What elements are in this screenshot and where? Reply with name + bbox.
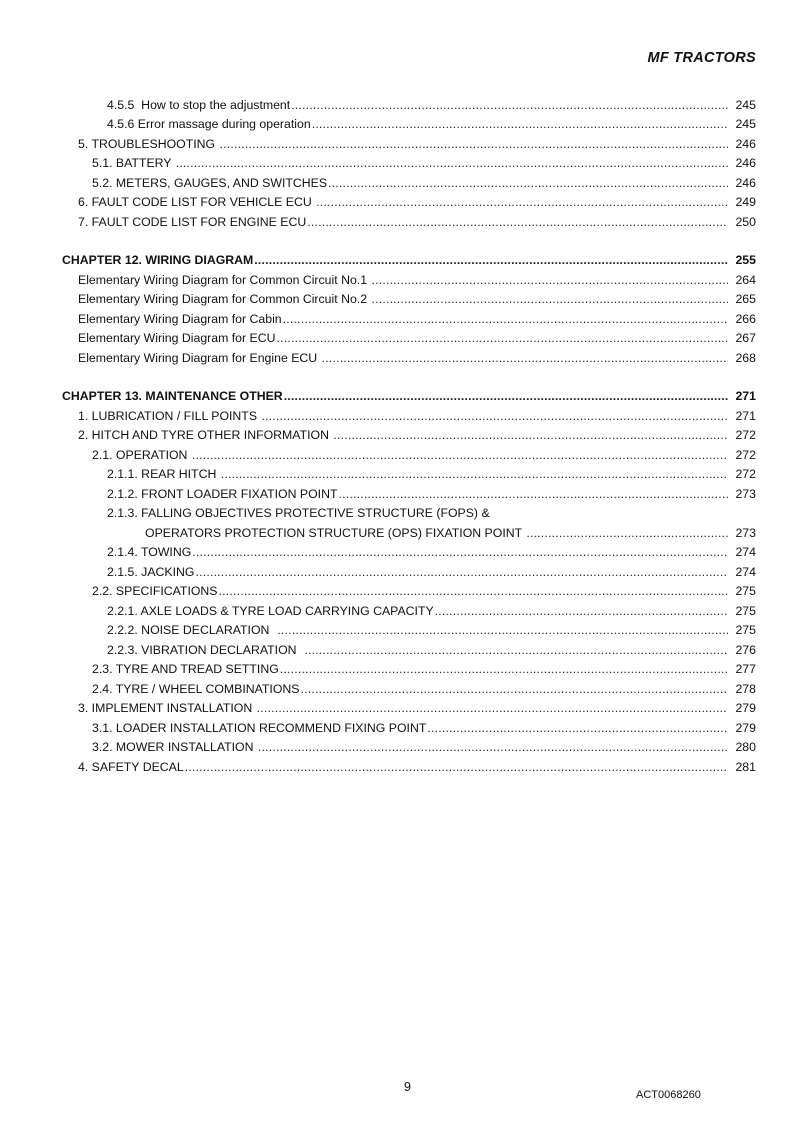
dot-leader <box>176 156 728 170</box>
toc-entry-title: 5.1. BATTERY <box>92 156 175 170</box>
page-number: 9 <box>404 1080 411 1094</box>
toc-entry-page: 264 <box>735 272 756 287</box>
toc-entry-page: 272 <box>735 447 756 462</box>
toc-entry[interactable] <box>0 326 756 346</box>
toc-entry-page: 276 <box>735 642 756 657</box>
dot-leader <box>283 312 728 326</box>
brand-header: MF TRACTORS <box>647 50 756 66</box>
toc-entry-title: Elementary Wiring Diagram for Engine ECU <box>78 350 321 365</box>
toc-entry-title: 2.2.2. NOISE DECLARATION <box>107 623 277 637</box>
toc-entry-title: 2.1.4. TOWING <box>107 545 192 559</box>
toc-entry-title: 2.2.3. VIBRATION DECLARATION <box>107 642 304 657</box>
toc-entry-page: 273 <box>735 525 756 540</box>
toc-entry-title: 2.2. SPECIFICATIONS <box>92 584 218 598</box>
dot-leader <box>301 682 729 696</box>
toc-entry[interactable] <box>0 598 756 618</box>
dot-leader <box>291 98 728 112</box>
dot-leader <box>333 428 728 442</box>
toc-entry[interactable] <box>0 170 756 190</box>
dot-leader <box>284 389 728 403</box>
toc-chapter-entry[interactable] <box>0 248 756 268</box>
toc-entry[interactable] <box>0 131 756 151</box>
toc-entry-title: 2. HITCH AND TYRE OTHER INFORMATION <box>78 428 333 442</box>
dot-leader <box>254 253 728 267</box>
toc-entry[interactable] <box>0 442 756 462</box>
dot-leader <box>277 623 728 637</box>
toc-entry-title: 2.4. TYRE / WHEEL COMBINATIONS <box>92 681 300 696</box>
toc-entry-page: 271 <box>735 389 756 403</box>
toc-entry-page: 275 <box>735 584 756 598</box>
toc-entry-page: 271 <box>735 408 756 423</box>
toc-entry-title: 2.3. TYRE AND TREAD SETTING <box>92 662 279 676</box>
toc-entry-page: 246 <box>735 156 756 170</box>
toc-entry-page: 278 <box>735 681 756 696</box>
dot-leader <box>304 643 728 657</box>
toc-entry-title: Elementary Wiring Diagram for Common Circuit No.1 <box>78 272 371 287</box>
toc-entry-title: 4. SAFETY DECAL <box>78 759 184 774</box>
toc-entry-page: 255 <box>735 253 756 267</box>
toc-entry-title: 3. IMPLEMENT INSTALLATION <box>78 701 256 715</box>
toc-entry[interactable] <box>0 423 756 443</box>
dot-leader <box>316 195 728 209</box>
toc-entry-page: 267 <box>735 331 756 345</box>
toc-chapter-entry[interactable] <box>0 384 756 404</box>
toc-entry-page: 245 <box>735 97 756 112</box>
dot-leader <box>312 117 728 131</box>
toc-entry-page: 266 <box>735 311 756 326</box>
toc-entry-page: 245 <box>735 117 756 131</box>
toc-entry-page: 279 <box>735 701 756 715</box>
toc-entry-page: 250 <box>735 214 756 229</box>
toc-entry[interactable] <box>0 657 756 677</box>
toc-entry[interactable] <box>0 345 756 365</box>
toc-entry-title: 1. LUBRICATION / FILL POINTS <box>78 408 261 423</box>
toc-entry-title: 5. TROUBLESHOOTING <box>78 136 219 151</box>
toc-entry-page: 275 <box>735 623 756 637</box>
dot-leader <box>371 292 728 306</box>
toc-entry[interactable] <box>0 403 756 423</box>
section-gap <box>0 229 794 248</box>
dot-leader <box>185 760 728 774</box>
toc-entry-page: 249 <box>735 195 756 209</box>
toc-entry-title: 5.2. METERS, GAUGES, AND SWITCHES <box>92 175 328 190</box>
toc-entry-page: 268 <box>735 350 756 365</box>
dot-leader <box>435 604 728 618</box>
dot-leader <box>257 701 728 715</box>
toc-entry-title: 2.1.1. REAR HITCH <box>107 467 220 481</box>
toc-entry[interactable] <box>0 637 756 657</box>
toc-entry-page: 265 <box>735 292 756 306</box>
toc-entry[interactable] <box>0 559 756 579</box>
toc-entry[interactable] <box>0 190 756 210</box>
toc-entry[interactable] <box>0 735 756 755</box>
toc-entry-title: 2.1.3. FALLING OBJECTIVES PROTECTIVE STRUCTURE (FOPS) & <box>107 506 490 520</box>
toc-entry-title: 2.1.2. FRONT LOADER FIXATION POINT <box>107 486 338 501</box>
dot-leader <box>322 351 728 365</box>
toc-entry-title: 4.5.5 How to stop the adjustment <box>107 97 291 112</box>
dot-leader <box>280 662 728 676</box>
toc-entry-title: 3.1. LOADER INSTALLATION RECOMMEND FIXING POINT <box>92 720 427 735</box>
dot-leader <box>195 565 728 579</box>
toc-entry[interactable] <box>0 501 756 521</box>
dot-leader <box>261 409 728 423</box>
toc-entry[interactable] <box>0 151 756 171</box>
toc-entry-title: CHAPTER 12. WIRING DIAGRAM <box>62 253 254 267</box>
toc-entry-page: 246 <box>735 175 756 190</box>
table-of-contents <box>0 92 794 774</box>
toc-entry[interactable] <box>0 209 756 229</box>
toc-entry-title: 6. FAULT CODE LIST FOR VEHICLE ECU <box>78 195 316 209</box>
dot-leader <box>192 545 728 559</box>
toc-entry[interactable] <box>0 715 756 735</box>
dot-leader <box>258 740 728 754</box>
toc-entry[interactable] <box>0 267 756 287</box>
dot-leader <box>307 215 728 229</box>
toc-entry[interactable] <box>0 92 756 112</box>
toc-entry-page: 272 <box>735 467 756 481</box>
dot-leader <box>220 137 728 151</box>
dot-leader <box>221 467 728 481</box>
toc-entry[interactable] <box>0 481 756 501</box>
toc-entry-title: 3.2. MOWER INSTALLATION <box>92 740 257 754</box>
toc-entry[interactable] <box>0 520 756 540</box>
toc-entry-page: 280 <box>735 740 756 754</box>
dot-leader <box>219 584 728 598</box>
toc-entry-title: Elementary Wiring Diagram for ECU <box>78 331 276 345</box>
toc-entry-page: 273 <box>735 486 756 501</box>
dot-leader <box>276 331 728 345</box>
toc-entry[interactable] <box>0 306 756 326</box>
document-code: ACT0068260 <box>636 1089 701 1101</box>
toc-entry-page: 279 <box>735 720 756 735</box>
toc-entry[interactable] <box>0 540 756 560</box>
toc-entry-page: 275 <box>735 603 756 618</box>
toc-entry-title: Elementary Wiring Diagram for Cabin <box>78 311 282 326</box>
toc-entry-title: CHAPTER 13. MAINTENANCE OTHER <box>62 389 283 403</box>
dot-leader <box>339 487 729 501</box>
toc-entry-page: 277 <box>735 662 756 676</box>
dot-leader <box>526 526 728 540</box>
toc-entry[interactable] <box>0 754 756 774</box>
toc-entry-title: 2.1.5. JACKING <box>107 564 195 579</box>
toc-entry-title: 2.1. OPERATION <box>92 447 191 462</box>
toc-entry-title: 2.2.1. AXLE LOADS & TYRE LOAD CARRYING CAPACITY <box>107 603 434 618</box>
dot-leader <box>427 721 728 735</box>
toc-entry[interactable] <box>0 462 756 482</box>
toc-entry-title: 7. FAULT CODE LIST FOR ENGINE ECU <box>78 214 307 229</box>
toc-entry-page: 274 <box>735 545 756 559</box>
dot-leader <box>371 273 728 287</box>
toc-entry[interactable] <box>0 696 756 716</box>
toc-entry[interactable] <box>0 287 756 307</box>
toc-entry[interactable] <box>0 579 756 599</box>
toc-entry[interactable] <box>0 618 756 638</box>
toc-entry-title: 4.5.6 Error massage during operation <box>107 117 311 131</box>
toc-entry[interactable] <box>0 676 756 696</box>
toc-entry-title: Elementary Wiring Diagram for Common Circuit No.2 <box>78 292 371 306</box>
dot-leader <box>192 448 728 462</box>
dot-leader <box>328 176 728 190</box>
section-gap <box>0 365 794 384</box>
toc-entry-page: 272 <box>735 428 756 442</box>
toc-entry-page: 274 <box>735 564 756 579</box>
toc-entry-page: 281 <box>735 759 756 774</box>
toc-entry[interactable] <box>0 112 756 132</box>
toc-entry-page: 246 <box>735 136 756 151</box>
toc-entry-title: OPERATORS PROTECTION STRUCTURE (OPS) FIXATION POINT <box>145 525 526 540</box>
